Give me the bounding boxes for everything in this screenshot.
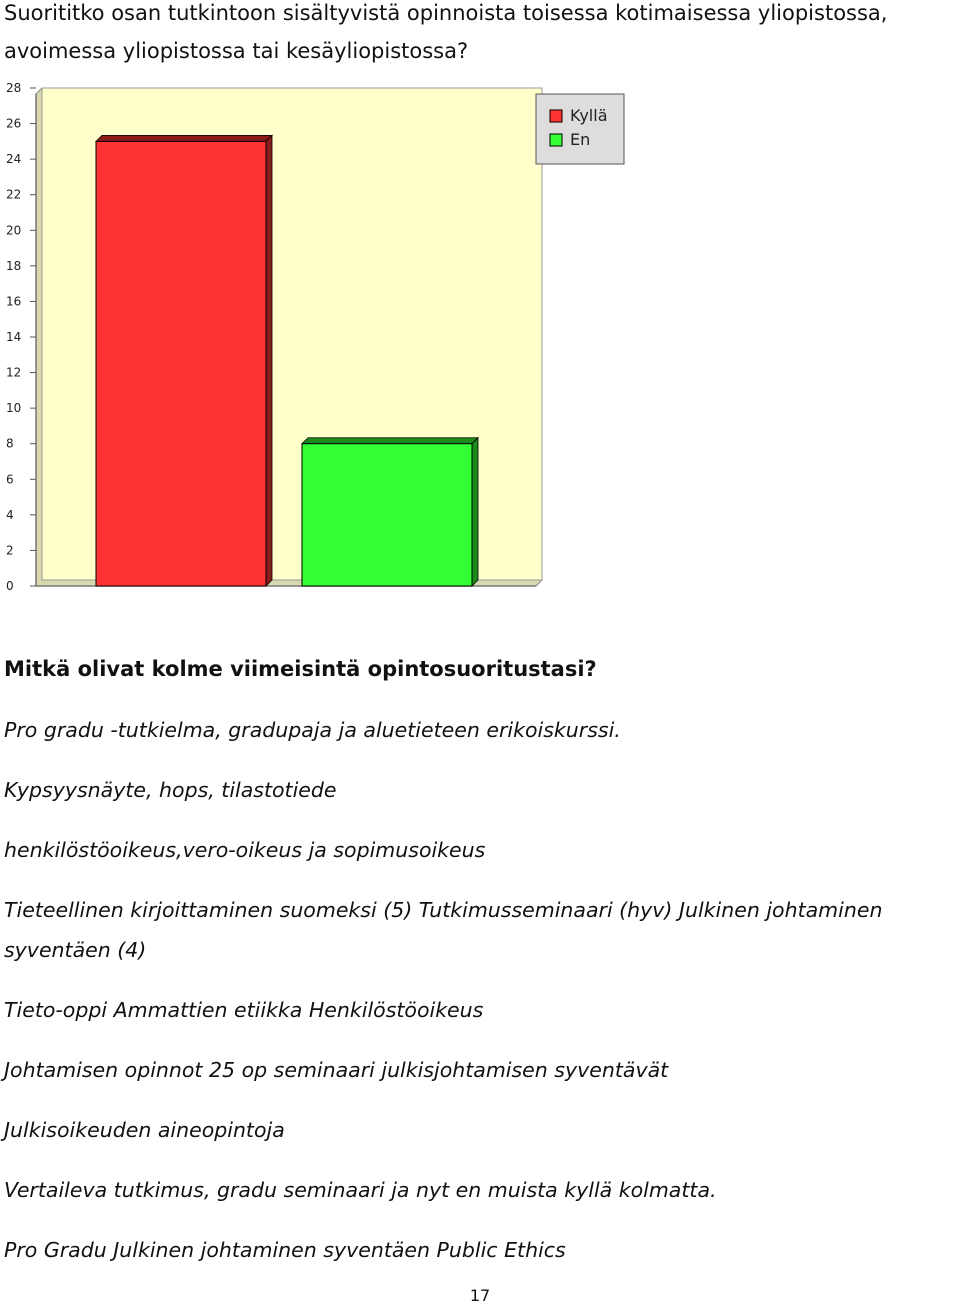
bar-side-face	[266, 135, 272, 586]
y-tick-label: 18	[6, 258, 22, 273]
bar-top-face	[96, 135, 272, 141]
y-tick-label: 16	[6, 294, 22, 309]
answer-item: Johtamisen opinnot 25 op seminaari julkisjohtamisen syventävät	[4, 1058, 669, 1082]
y-tick-label: 2	[6, 543, 14, 558]
y-tick-label: 26	[6, 116, 22, 131]
legend-label: En	[570, 130, 591, 149]
bar-top-face	[302, 438, 478, 444]
answer-item: Tieto-oppi Ammattien etiikka Henkilöstöoikeus	[4, 998, 484, 1022]
y-tick-label: 4	[6, 507, 14, 522]
bar-chart	[0, 82, 640, 606]
legend-swatch	[550, 134, 562, 146]
answer-item: Pro Gradu Julkinen johtaminen syventäen Public Ethics	[4, 1238, 566, 1262]
bar-side-face	[472, 438, 478, 586]
y-tick-label: 22	[6, 187, 22, 202]
legend-swatch	[550, 110, 562, 122]
y-tick-label: 20	[6, 223, 22, 238]
bar	[302, 444, 472, 586]
answer-item: Tieteellinen kirjoittaminen suomeksi (5) Tutkimusseminaari (hyv) Julkinen johtaminen syventäen (4)	[4, 898, 883, 962]
bar-chart-svg	[0, 82, 640, 602]
y-tick-label: 24	[6, 152, 22, 167]
answer-list	[4, 710, 960, 1290]
y-tick-label: 10	[6, 401, 22, 416]
answer-item: Kypsyysnäyte, hops, tilastotiede	[4, 778, 337, 802]
answer-item: henkilöstöoikeus,vero-oikeus ja sopimusoikeus	[4, 838, 486, 862]
y-tick-label: 6	[6, 472, 14, 487]
y-tick-label: 8	[6, 436, 14, 451]
y-tick-label: 14	[6, 330, 22, 344]
answer-item: Pro gradu -tutkielma, gradupaja ja aluetieteen erikoiskurssi.	[4, 718, 621, 742]
legend-box	[536, 94, 624, 164]
y-tick-label: 12	[6, 365, 22, 380]
answer-item: Julkisoikeuden aineopintoja	[4, 1118, 285, 1142]
page-number: 17	[469, 1286, 491, 1305]
question-1: Suorititko osan tutkintoon sisältyvistä opinnoista toisessa kotimaisessa yliopistossa, avoimessa yliopistossa tai kesäyliopistossa?	[4, 1, 888, 63]
y-tick-label: 28	[6, 82, 22, 95]
legend-label: Kyllä	[570, 106, 608, 125]
bar	[96, 141, 266, 586]
y-tick-label: 0	[6, 579, 14, 593]
answer-item: Vertaileva tutkimus, gradu seminaari ja nyt en muista kyllä kolmatta.	[4, 1178, 717, 1202]
question-2: Mitkä olivat kolme viimeisintä opintosuoritustasi?	[4, 657, 597, 681]
